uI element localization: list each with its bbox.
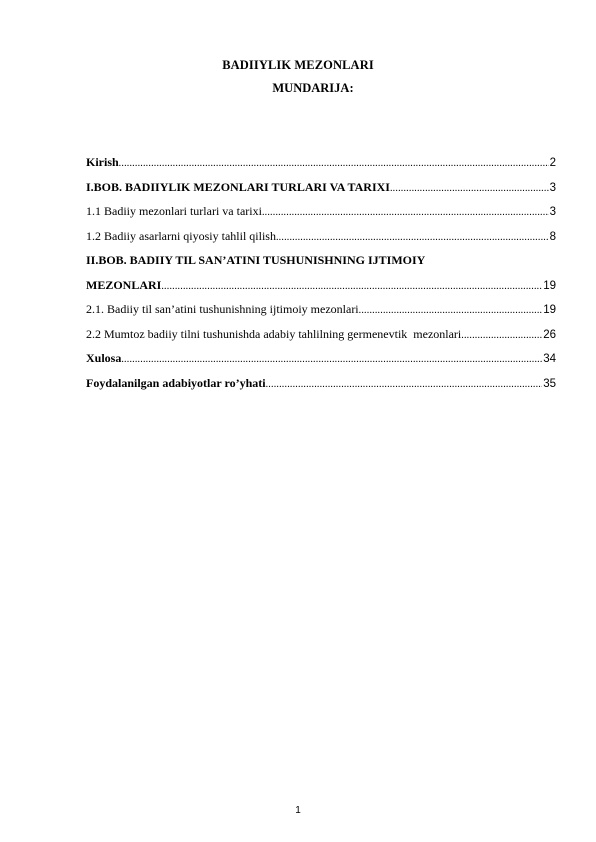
toc-page-number: 3 xyxy=(549,206,556,218)
toc-entry-label: Kirish xyxy=(86,155,119,169)
toc-page-number: 26 xyxy=(543,328,556,341)
toc-dot-leader xyxy=(276,226,549,251)
toc-entry-section-2-1[interactable] xyxy=(86,297,556,322)
toc-entry-xulosa[interactable] xyxy=(86,346,556,371)
toc-dot-leader xyxy=(161,275,542,300)
table-of-contents xyxy=(86,150,556,395)
toc-entry-label: Foydalanilgan adabiyotlar ro’yhati xyxy=(86,375,266,390)
toc-page-number: 34 xyxy=(543,353,556,365)
toc-dot-leader xyxy=(119,152,549,177)
toc-page-number: 35 xyxy=(543,377,556,390)
toc-entry-kirish[interactable] xyxy=(86,150,556,175)
toc-dot-leader xyxy=(390,177,549,202)
toc-dot-leader xyxy=(262,201,549,226)
toc-entry-bibliography[interactable] xyxy=(86,371,556,396)
toc-entry-chapter-1[interactable] xyxy=(86,175,556,200)
toc-entry-label: Xulosa xyxy=(86,351,122,365)
toc-page-number: 3 xyxy=(549,181,556,194)
toc-entry-label-line1: II.BOB. BADIIY TIL SAN’ATINI TUSHUNISHNING IJTIMOIY xyxy=(86,253,426,267)
toc-dot-leader xyxy=(461,324,542,349)
toc-entry-section-1-2[interactable] xyxy=(86,224,556,249)
toc-entry-label: 2.1. Badiiy til san’atini tushunishning ijtimoiy mezonlari xyxy=(86,302,359,316)
toc-entry-chapter-2[interactable] xyxy=(86,248,556,297)
toc-dot-leader xyxy=(121,348,542,373)
toc-page-number: 19 xyxy=(543,304,556,316)
footer-page-number: 1 xyxy=(295,805,301,816)
toc-heading: MUNDARIJA: xyxy=(272,81,354,95)
toc-page-number: 19 xyxy=(543,279,556,292)
toc-entry-label-line2: MEZONLARI xyxy=(86,277,162,292)
toc-entry-label: 1.2 Badiiy asarlarni qiyosiy tahlil qilish xyxy=(86,228,276,243)
toc-page-number: 8 xyxy=(549,230,556,243)
toc-entry-section-2-2[interactable] xyxy=(86,322,556,347)
toc-entry-label: 1.1 Badiiy mezonlari turlari va tarixi xyxy=(86,204,262,218)
toc-dot-leader xyxy=(266,373,543,398)
document-title: BADIIYLIK MEZONLARI xyxy=(222,58,374,72)
toc-dot-leader xyxy=(359,299,543,324)
toc-entry-label: I.BOB. BADIIYLIK MEZONLARI TURLARI VA TARIXI xyxy=(86,179,390,194)
toc-entry-section-1-1[interactable] xyxy=(86,199,556,224)
toc-entry-label: 2.2 Mumtoz badiiy tilni tushunishda adabiy tahlilning germenevtik mezonlari xyxy=(86,326,462,341)
toc-page-number: 2 xyxy=(549,157,556,169)
